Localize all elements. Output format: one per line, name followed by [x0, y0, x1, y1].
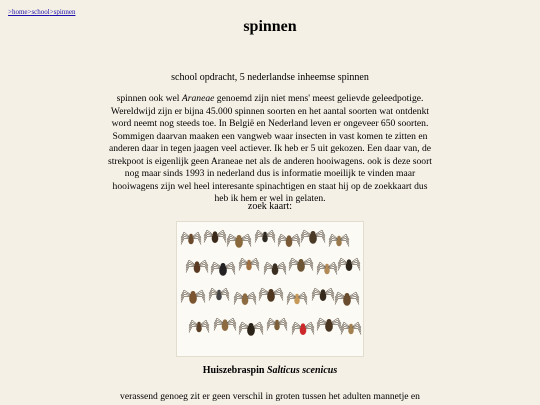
- spider-figure: [211, 262, 235, 276]
- breadcrumb-home-link[interactable]: >home: [8, 8, 28, 16]
- page-title: spinnen: [243, 18, 297, 35]
- spider-figure: [341, 322, 361, 335]
- spider-figure: [329, 234, 349, 247]
- spider-figure: [301, 230, 325, 244]
- intro-paragraph: [108, 93, 432, 206]
- spider-figure: [264, 262, 286, 275]
- spider-figure: [214, 318, 236, 331]
- spider-illustration: [177, 222, 363, 356]
- spider-figure: [181, 290, 205, 304]
- description-paragraph: verassend genoeg zit er geen verschil in groten tussen het adulten mannetje en: [120, 391, 420, 402]
- spider-chart-image: [176, 221, 364, 357]
- spider-figure: [239, 258, 259, 271]
- caption-common-name: Huiszebraspin: [202, 365, 267, 376]
- spider-figure: [338, 258, 360, 271]
- spider-figure: [259, 288, 283, 302]
- spider-figure: [234, 292, 256, 305]
- spider-figure: [227, 234, 251, 248]
- spider-caption: [0, 365, 540, 377]
- spider-figure: [255, 230, 275, 243]
- spider-figure: [189, 320, 209, 333]
- spider-figure: [181, 232, 201, 245]
- spider-figure: [292, 322, 314, 335]
- spider-figure: [335, 292, 359, 306]
- spider-figure: [287, 292, 307, 305]
- spider-figure: [317, 318, 341, 332]
- zoek-kaart-label: zoek kaart:: [247, 201, 293, 212]
- spider-figure: [239, 322, 263, 336]
- spider-figure: [209, 288, 229, 301]
- spider-figure: [278, 234, 300, 247]
- breadcrumb: [8, 8, 75, 16]
- breadcrumb-current-link[interactable]: >spinnen: [49, 8, 76, 16]
- spider-figure: [317, 262, 337, 275]
- spider-figure: [204, 230, 226, 243]
- spider-figure: [267, 318, 287, 331]
- breadcrumb-school-link[interactable]: >school: [27, 8, 50, 16]
- intro-prefix: spinnen ook wel: [116, 93, 182, 104]
- intro-italic-term: Araneae: [181, 93, 215, 104]
- spider-figure: [312, 288, 334, 301]
- spider-figure: [186, 260, 208, 273]
- spider-figure: [289, 258, 313, 272]
- page-subtitle: school opdracht, 5 nederlandse inheemse spinnen: [171, 72, 369, 83]
- intro-rest: genoemd zijn niet mens' meest gelievde geleedpotige. Wereldwijd zijn er bijna 45.000 spinnen soorten en het aantal soorten wat ontdenkt word neemt nog steeds toe. In België en Nederland leven er ongeveer 650 soorten. Sommigen daarvan maaken een vangweb waar insecten in vast komen te zitten en anderen daar in tegen jaagen veel actiever. Ik heb er 5 uit gekozen. Een daar van, de strekpoot is eigenlijk geen Araneae net als de anderen hooiwagens. ook is deze soort nog maar sinds 1993 in nederland dus is informatie moeilijk te vinden maar hooiwagens zijn wel heel interesante spinachtigen en staat hij op de zoekkaart dus heb ik hem er wel in gelaten.: [108, 93, 432, 204]
- caption-latin-name: Salticus scenicus: [266, 365, 338, 376]
